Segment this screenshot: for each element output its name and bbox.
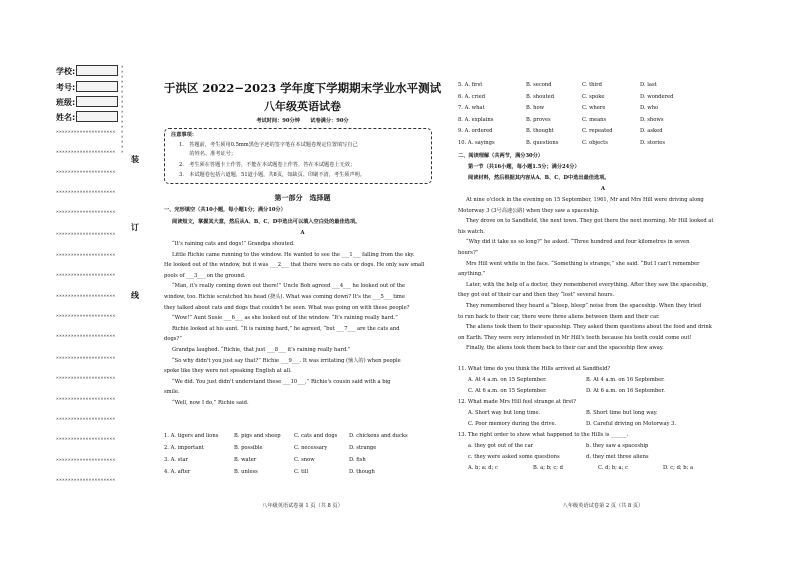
option[interactable]: B. At 4 a.m. on 16 September. (586, 377, 665, 383)
cloze-options-right (458, 82, 748, 151)
cloze-line: pools of ___3___ on the ground. (164, 272, 246, 279)
cloze-options-left (164, 433, 438, 481)
option[interactable]: 5. A. first (458, 82, 483, 88)
passage-line: his watch. (458, 228, 485, 235)
option[interactable]: B. questions (526, 139, 559, 146)
option-row (458, 94, 748, 106)
cloze-line: spoke like they were not speaking English at all. (164, 368, 292, 375)
option[interactable]: C. At 6 a.m. on 15 September. (468, 388, 547, 394)
x-row-9: ×××××××××××××××××××× (56, 294, 116, 299)
option[interactable]: D. strange (349, 445, 377, 451)
option[interactable]: D. wondered (640, 93, 674, 100)
passage-line: Finally, the aliens took them back to their car and the spaceship flew away. (466, 345, 664, 352)
option-row (164, 469, 438, 481)
option[interactable]: B. water (234, 457, 257, 463)
statement: c. they were asked some questions (468, 454, 560, 460)
name-label: 姓名: (56, 113, 76, 122)
option[interactable]: C. Poor memory during the drive. (468, 421, 557, 427)
option[interactable]: B. pigs and sheep (234, 433, 281, 439)
statement-row (458, 443, 748, 454)
class-field[interactable] (76, 96, 118, 107)
option[interactable]: 8. A. explains (458, 116, 494, 123)
option-row (458, 377, 748, 388)
statement: d. they met three aliens (586, 454, 649, 460)
option[interactable]: C. objects (582, 139, 608, 146)
option[interactable]: D. stories (640, 139, 666, 146)
class-label: 班级: (56, 98, 76, 107)
option[interactable]: A. b; a; d; c (468, 465, 498, 471)
section2-heading: 二、阅读理解（共两节，满分30分） (458, 153, 544, 159)
x-row-3: ×××××××××××××××××××× (56, 170, 116, 175)
reading-passage (458, 197, 748, 356)
option[interactable]: D. fish (349, 457, 366, 463)
option[interactable]: D. who (640, 105, 659, 111)
option[interactable]: C. where (582, 105, 606, 111)
cloze-line: “Wow!” Aunt Susie ___6___ as she looked out of the window. “It's raining really hard.” (172, 315, 398, 322)
cloze-passage (164, 241, 438, 411)
option[interactable]: C. spoke (582, 93, 605, 100)
option-row (458, 82, 748, 94)
cloze-line: “We did. You just didn't understand these ___10___,” Richie's cousin said with a big (172, 378, 391, 385)
cloze-line: “Man, it's really coming down out there!” Uncle Bob agreed ___4___ he looked out of the (172, 283, 406, 290)
option[interactable]: D. chickens and ducks (349, 433, 408, 439)
cloze-line: “So why didn't you just say that?” Richie ___9___. It was irritating (恼人的) when people (172, 357, 401, 364)
option[interactable]: 9. A. ordered (458, 128, 493, 134)
x-row-5: ×××××××××××××××××××× (56, 210, 116, 215)
option[interactable]: 2. A. important (164, 445, 204, 451)
x-row-17: ×××××××××××××××××××× (56, 458, 116, 463)
option-row (458, 117, 748, 129)
option[interactable]: D. At 6 a.m. on 16 September. (586, 388, 665, 394)
notice-box (164, 128, 432, 184)
option-row (458, 105, 748, 117)
cloze-line: “It's raining cats and dogs!” Grandpa shouted. (172, 241, 295, 247)
name-field[interactable] (76, 111, 118, 122)
option[interactable]: B. Short time but long way. (586, 410, 658, 416)
option[interactable]: B. second (526, 82, 552, 88)
x-row-14: ×××××××××××××××××××× (56, 397, 116, 402)
question-13: 13. The right order to show what happened to the Hills is ______. (458, 432, 629, 438)
option[interactable]: 7. A. what (458, 105, 485, 111)
option[interactable]: C. necessary (294, 445, 328, 451)
option[interactable]: B. how (526, 105, 545, 111)
option[interactable]: C. snow (294, 457, 315, 463)
binding-char-zhuang: 装 (131, 155, 139, 164)
option[interactable]: B. shouted (526, 93, 555, 100)
exam-number-field[interactable] (76, 81, 118, 92)
question-12: 12. What made Mrs Hill feel strange at first? (458, 399, 577, 405)
option[interactable]: 3. A. star (164, 457, 188, 463)
option[interactable]: B. possible (234, 445, 263, 451)
exam-meta: 考试时间：90分钟 试卷满分：90分 (256, 118, 349, 124)
option[interactable]: D. Careful driving on Motorway 3. (586, 421, 677, 427)
passage-line: to run back to their car, there were three aliens between them and their car. (458, 313, 660, 320)
passage-line: At nine o'clock in the evening on 15 September, 1961, Mr and Mrs Hill were driving along (466, 197, 704, 203)
section2-sub1: 第一节（共16小题，每小题1.5分；满分24分） (468, 164, 580, 170)
passage-a-label: A (300, 230, 305, 236)
option[interactable]: D. though (349, 469, 375, 475)
x-column: × × × × × × × × × × × × × × × × × × (121, 64, 124, 154)
cloze-line: He looked out of the window, but it was ___2___ that there were no cats or dogs. He only saw small (164, 262, 425, 269)
option[interactable]: 10. A. sayings (458, 139, 495, 146)
x-row-1: ×××××××××××××××××××× (56, 130, 116, 135)
school-label: 学校: (56, 67, 76, 76)
exam-number-label: 考号: (56, 83, 76, 92)
passage-line: they got out of their car and then they “lost” several hours. (458, 292, 615, 299)
x-row-18: ×××××××××××××××××××× (56, 478, 116, 483)
passage-line: “Why did it take us so long?” he asked. “Three hundred and four kilometres in seven (466, 239, 690, 246)
statement-row (458, 454, 748, 465)
option[interactable]: D. shows (640, 116, 664, 123)
option[interactable]: D. last (640, 82, 657, 88)
reading-passage-a-label: A (600, 186, 606, 192)
part1-heading: 第一部分 选择题 (274, 193, 331, 202)
option[interactable]: C. cats and dogs (294, 433, 338, 439)
option-row (458, 465, 748, 476)
option[interactable]: C. means (582, 116, 607, 123)
x-row-2: ×××××××××××××××××××× (56, 150, 116, 155)
school-field[interactable] (76, 65, 118, 76)
option-row (164, 433, 438, 445)
option[interactable]: B. unless (234, 469, 258, 475)
notice-item-3: 3. 本试题卷包括六道题，51道小题，共8页，如缺页、印刷不清，考生须声明。 (179, 172, 366, 178)
x-row-13: ×××××××××××××××××××× (56, 376, 116, 381)
option-row (458, 140, 748, 152)
x-row-12: ×××××××××××××××××××× (56, 356, 116, 361)
notice-item-2: 2. 考生须在答题卡上作答，不能在本试题卷上作答，答在本试题卷上无效； (179, 162, 356, 168)
cloze-line: they talked about cats and dogs that couldn't be seen. What was going on with these people? (164, 304, 410, 311)
binding-margin (0, 0, 140, 561)
statement: a. they got out of the car (468, 443, 534, 449)
x-row-4: ×××××××××××××××××××× (56, 190, 116, 195)
option[interactable]: C. d; b; a; c (598, 465, 628, 471)
page-footer-2: 八年级英语试卷第 2 页（共 8 页） (562, 503, 644, 509)
option[interactable]: C. till (294, 469, 309, 475)
option-row (164, 457, 438, 469)
cloze-line: Little Richie came running to the window. He wanted to see the ___1___ falling from the sky. (172, 251, 415, 258)
option-row (458, 388, 748, 399)
binding-char-ding: 订 (131, 223, 139, 232)
cloze-line: window, too. Richie scratched his head (挠头). What was coming down? It's the ___5___ time (164, 293, 405, 300)
cloze-line: Grandpa laughed. “Richie, that just ___8___ it's raining really hard.” (172, 346, 351, 353)
option[interactable]: A. At 4 a.m. on 15 September. (468, 377, 547, 383)
option-row (458, 421, 748, 432)
cloze-line: smile. (164, 389, 180, 396)
option[interactable]: B. thought (526, 128, 554, 134)
x-row-6: ×××××××××××××××××××× (56, 232, 116, 237)
option[interactable]: 6. A. cried (458, 93, 486, 100)
option[interactable]: A. Short way but long time. (468, 410, 541, 416)
option[interactable]: 1. A. tigers and lions (164, 433, 219, 439)
notice-item-1b: 的姓名、准考证号； (179, 151, 237, 157)
question-11: 11. What time do you think the Hills arrived at Sandfield? (458, 366, 611, 372)
option[interactable]: D. asked (640, 128, 663, 134)
option[interactable]: B. proves (526, 116, 551, 123)
section2-instruction: 阅读材料，然后根据其内容从A、B、C、D中选出最佳选项。 (468, 175, 610, 181)
option[interactable]: D. c; d; b; a (663, 465, 694, 471)
notice-item-1: 1. 答题前，考生须用0.5mm黑色字迹的签字笔在本试题卷规定位置填写自己 (179, 142, 358, 148)
option[interactable]: C. third (582, 82, 602, 88)
passage-line: The aliens took them to their spaceship. They asked them questions about the food and drink (466, 324, 712, 331)
cloze-line: dogs?” (164, 336, 182, 343)
passage-line: They remembered they heard a “bleep, bleep” noise from the spaceship. When they tried (466, 302, 702, 309)
option-row (458, 410, 748, 421)
option[interactable]: 4. A. after (164, 469, 191, 475)
questions (458, 366, 748, 476)
passage-line: on Earth. They were very interested in Mr Hill's teeth because his teeth could come out! (458, 334, 692, 341)
option[interactable]: C. repeated (582, 128, 613, 134)
passage-line: Later, with the help of a doctor, they remembered everything. After they saw the spaceship, (466, 281, 709, 288)
option-row (164, 445, 438, 457)
x-row-16: ×××××××××××××××××××× (56, 437, 116, 442)
notice-title: 注意事项： (171, 132, 197, 138)
exam-subtitle: 八年级英语试卷 (264, 100, 341, 113)
x-row-11: ×××××××××××××××××××× (56, 334, 116, 339)
x-row-15: ×××××××××××××××××××× (56, 417, 116, 422)
binding-char-xian: 线 (131, 291, 139, 300)
exam-title: 于洪区 2022−2023 学年度下学期期末学业水平测试 (163, 81, 442, 95)
section1-instruction: 阅读短文，掌握其大意，然后从A、B、C、D中选出可以填入空白处的最佳选项。 (172, 219, 361, 225)
passage-line: Motorway 3 (3号高速公路) when they saw a spaceship. (458, 207, 600, 214)
passage-line: Mrs Hill went white in the face. “Something is strange,” she said. “But I can't remember (466, 260, 700, 267)
option-row (458, 128, 748, 140)
option[interactable]: B. a; b; c; d (533, 465, 563, 471)
passage-line: hours?” (458, 249, 479, 256)
x-row-10: ×××××××××××××××××××× (56, 314, 116, 319)
x-row-7: ×××××××××××××××××××× (56, 253, 116, 258)
passage-line: anything.” (458, 271, 486, 278)
statement: b. they saw a spaceship (586, 443, 649, 449)
cloze-line: Richie looked at his aunt. “It is raining hard,” he agreed, “but ___7___ are the cats and (172, 325, 400, 332)
section1-heading: 一、完形填空（共10小题，每小题1分；满分10分） (164, 207, 286, 213)
x-row-8: ×××××××××××××××××××× (56, 273, 116, 278)
passage-line: They drove on to Sandfield, the next town. They got there the next morning. Mr Hill looked at (466, 218, 714, 225)
cloze-line: “Well, now I do,” Richie said. (172, 399, 249, 406)
page-footer-1: 八年级英语试卷第 1 页（共 8 页） (262, 503, 343, 509)
